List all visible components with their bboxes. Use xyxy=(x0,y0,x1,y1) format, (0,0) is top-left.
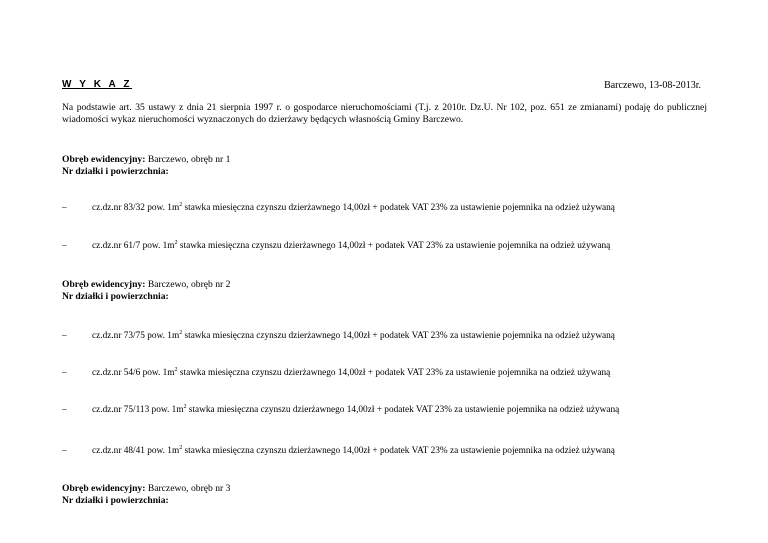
list-item xyxy=(62,404,619,416)
dash-bullet: – xyxy=(62,405,67,415)
dash-bullet: – xyxy=(62,331,67,341)
rent-text: stawka miesięczna czynszu dzierżawnego 14,00zł + podatek VAT 23% za ustawienie pojemnika na odzież używaną xyxy=(182,203,615,213)
dash-bullet: – xyxy=(62,368,67,378)
parcel-text: cz.dz.nr 61/7 pow. 1m xyxy=(92,241,175,251)
section-3-header xyxy=(62,483,230,507)
section-2-header xyxy=(62,279,230,303)
superscript: 2 xyxy=(183,404,187,410)
document-title: W Y K A Z xyxy=(62,79,133,90)
parcel-text: cz.dz.nr 73/75 pow. 1m xyxy=(92,331,180,341)
parcel-text: cz.dz.nr 48/41 pow. 1m xyxy=(92,446,180,456)
place-date: Barczewo, 13-08-2013r. xyxy=(604,80,701,91)
obreb-value: Barczewo, obręb nr 2 xyxy=(145,279,231,290)
rent-text: stawka miesięczna czynszu dzierżawnego 14,00zł + podatek VAT 23% za ustawienie pojemnika na odzież używaną xyxy=(177,241,611,251)
obreb-value: Barczewo, obręb nr 3 xyxy=(145,483,231,494)
parcel-heading: Nr działki i powierzchnia: xyxy=(62,495,169,506)
parcel-heading: Nr działki i powierzchnia: xyxy=(62,166,169,177)
list-item xyxy=(62,330,615,342)
rent-text: stawka miesięczna czynszu dzierżawnego 14,00zł + podatek VAT 23% za ustawienie pojemnika na odzież używaną xyxy=(177,368,611,378)
obreb-label: Obręb ewidencyjny: xyxy=(62,154,146,165)
obreb-label: Obręb ewidencyjny: xyxy=(62,483,146,494)
dash-bullet: – xyxy=(62,203,67,213)
superscript: 2 xyxy=(174,240,178,246)
dash-bullet: – xyxy=(62,241,67,251)
dash-bullet: – xyxy=(62,446,67,456)
obreb-value: Barczewo, obręb nr 1 xyxy=(145,154,231,165)
superscript: 2 xyxy=(179,202,183,208)
obreb-label: Obręb ewidencyjny: xyxy=(62,279,146,290)
rent-text: stawka miesięczna czynszu dzierżawnego 14,00zł + podatek VAT 23% za ustawienie pojemnika na odzież używaną xyxy=(182,331,615,341)
intro-paragraph: Na podstawie art. 35 ustawy z dnia 21 sierpnia 1997 r. o gospodarce nieruchomościami (T.j. z 2010r. Dz.U. Nr 102, poz. 651 ze zmianami) podaję do publicznej wiadomości wykaz nieruchomości wyznaczonych do dzierżawy będących własnością Gminy Barczewo. xyxy=(62,102,707,125)
superscript: 2 xyxy=(174,367,178,373)
parcel-heading: Nr działki i powierzchnia: xyxy=(62,291,169,302)
parcel-text: cz.dz.nr 75/113 pow. 1m xyxy=(92,405,184,415)
list-item xyxy=(62,367,610,379)
list-item xyxy=(62,445,615,457)
rent-text: stawka miesięczna czynszu dzierżawnego 14,00zł + podatek VAT 23% za ustawienie pojemnika na odzież używaną xyxy=(182,446,615,456)
parcel-text: cz.dz.nr 83/32 pow. 1m xyxy=(92,203,180,213)
parcel-text: cz.dz.nr 54/6 pow. 1m xyxy=(92,368,175,378)
superscript: 2 xyxy=(179,445,183,451)
section-1-header xyxy=(62,154,230,178)
list-item xyxy=(62,240,610,252)
superscript: 2 xyxy=(179,330,183,336)
list-item xyxy=(62,202,615,214)
rent-text: stawka miesięczna czynszu dzierżawnego 14,00zł + podatek VAT 23% za ustawienie pojemnika na odzież używaną xyxy=(186,405,620,415)
